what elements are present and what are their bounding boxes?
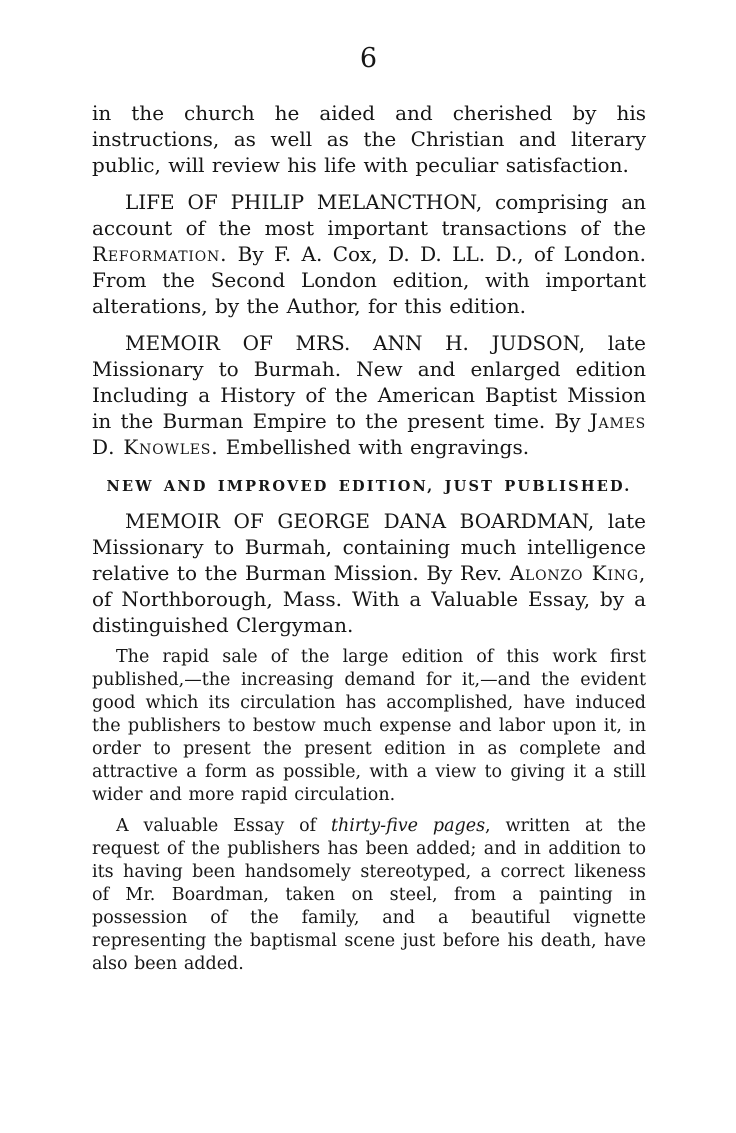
paragraph-boardman: [92, 508, 646, 638]
paragraph-continuation: [92, 100, 646, 178]
text-segment: Embellished with engravings.: [218, 435, 530, 459]
text-segment: in the church he aided and cherished by his instructions, as well as the Christian and literary public, will review his life with peculiar satisfaction.: [92, 101, 646, 177]
text-segment: of Northborough, Mass. With a Valuable Essay, by a distinguished Clergyman.: [92, 587, 646, 637]
paragraph-rapid-sale: [92, 646, 646, 807]
paragraph-melancthon: [92, 189, 646, 319]
paragraph-valuable-essay: [92, 815, 646, 976]
text-segment: LIFE OF PHILIP MELANCTHON, comprising an account of the most important transactions of the: [92, 190, 646, 240]
text-block: [92, 100, 646, 976]
text-segment: The rapid sale of the large edition of this work first published,—the increasing demand for it,—and the evident good which its circulation has accomplished, have induced the publishers to bestow much expense and labor upon it, in order to present the present edition in as complete and attractive a form as possible, with a view to giving it a still wider and more rapid circulation.: [92, 647, 646, 805]
text-segment: NEW AND IMPROVED EDITION, JUST PUBLISHED.: [106, 478, 632, 495]
paragraph-judson: [92, 330, 646, 460]
text-segment: James D. Knowles.: [92, 409, 646, 459]
text-segment: MEMOIR OF MRS. ANN H. JUDSON, late Missionary to Burmah. New and enlarged edition Including a History of the American Baptist Mission in the Burman Empire to the present time. By: [92, 331, 646, 433]
text-segment: thirty-five pages: [330, 816, 486, 836]
text-segment: , written at the request of the publishers has been added; and in addition to its having been handsomely stereotyped, a correct likeness of Mr. Boardman, taken on steel, from a painting in possession of the family, and a beautiful vignette representing the baptismal scene just before his death, have also been added.: [92, 816, 646, 974]
text-segment: Alonzo King,: [509, 561, 646, 585]
text-segment: Reformation.: [92, 242, 228, 266]
text-segment: A valuable Essay of: [116, 816, 331, 836]
paragraph-edition-notice: [92, 477, 646, 497]
text-segment: MEMOIR OF GEORGE DANA BOARDMAN, late Missionary to Burmah, containing much intelligence relative to the Burman Mission. By Rev.: [92, 509, 646, 585]
page-number: 6: [359, 43, 379, 74]
text-segment: By F. A. Cox, D. D. LL. D., of London. From the Second London edition, with important alterations, by the Author, for this edition.: [92, 242, 646, 318]
